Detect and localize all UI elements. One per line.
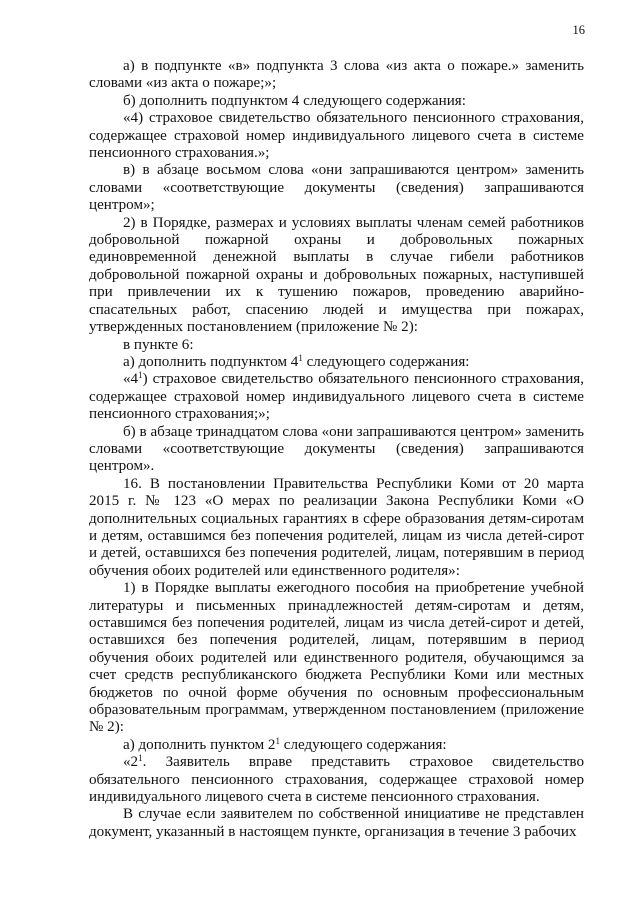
page-number: 16 — [572, 23, 585, 37]
paragraph: б) дополнить подпунктом 4 следующего содержания: — [123, 92, 466, 109]
paragraph: 1) в Порядке выплаты ежегодного пособия на приобретение учебной литературы и письменных принадлежностей детям-сиротам и детям, оставшимся без попечения родителей, лицам из числа детей-сирот и детей, оставшихся без попечения родителей, лицам, потерявшим в период обучения обоих родителей или единственного родителя, обучающимся за счет средств республиканского бюджета Республики Коми или местных бюджетов по очной форме обучения по основным профессиональным образовательным программам, утвержденном постановлением (приложение № 2): — [89, 580, 584, 736]
superscript: 1 — [138, 370, 143, 381]
paragraph: в пункте 6: — [123, 336, 194, 353]
paragraph: а) дополнить пунктом $2^1$ следующего содержания: — [123, 735, 447, 753]
paragraph: а) в подпункте «в» подпункта 3 слова «из акта о пожаре.» заменить словами «из акта о пожаре;»; — [89, 58, 584, 92]
paragraph: 2) в Порядке, размерах и условиях выплаты членам семей работников добровольной пожарной охраны и добровольных пожарных единовременной денежной выплаты в случае гибели работников добровольной пожарной охраны и добровольных пожарных, наступившей при привлечении их к тушению пожаров, проведению аварийно-спасательных работ, спасению людей и имущества при пожарах, утвержденных постановлением (приложение № 2): — [89, 214, 584, 336]
superscript: 1 — [138, 753, 143, 764]
document-body — [89, 58, 584, 841]
paragraph: «4) страховое свидетельство обязательного пенсионного страхования, содержащее страховой номер индивидуального лицевого счета в системе пенсионного страхования.»; — [89, 110, 584, 162]
paragraph: «$2^1$. Заявитель вправе представить страховое свидетельство обязательного пенсионного страхования, содержащее страховой номер индивидуального лицевого счета в системе пенсионного страхования. — [89, 753, 584, 806]
paragraph: 16. В постановлении Правительства Республики Коми от 20 марта 2015 г. № 123 «О мерах по реализации Закона Республики Коми «О дополнительных социальных гарантиях в сфере образования детям-сиротам и детям, оставшимся без попечения родителей, лицам из числа детей-сирот и детей, оставшихся без попечения родителей, лицам, потерявшим в период обучения обоих родителей или единственного родителя»: — [89, 475, 584, 579]
paragraph: «$4^1$) страховое свидетельство обязательного пенсионного страхования, содержащее страховой номер индивидуального лицевого счета в системе пенсионного страхования;»; — [89, 370, 584, 423]
paragraph: В случае если заявителем по собственной инициативе не представлен документ, указанный в настоящем пункте, организация в течение 3 рабочих — [89, 806, 584, 840]
superscript: 1 — [298, 352, 303, 363]
paragraph: а) дополнить подпунктом $4^1$ следующего содержания: — [123, 352, 470, 370]
superscript: 1 — [275, 735, 280, 746]
paragraph: б) в абзаце тринадцатом слова «они запрашиваются центром» заменить словами «соответствующие документы (сведения) запрашиваются центром». — [89, 423, 584, 475]
paragraph: в) в абзаце восьмом слова «они запрашиваются центром» заменить словами «соответствующие документы (сведения) запрашиваются центром»; — [89, 162, 584, 214]
